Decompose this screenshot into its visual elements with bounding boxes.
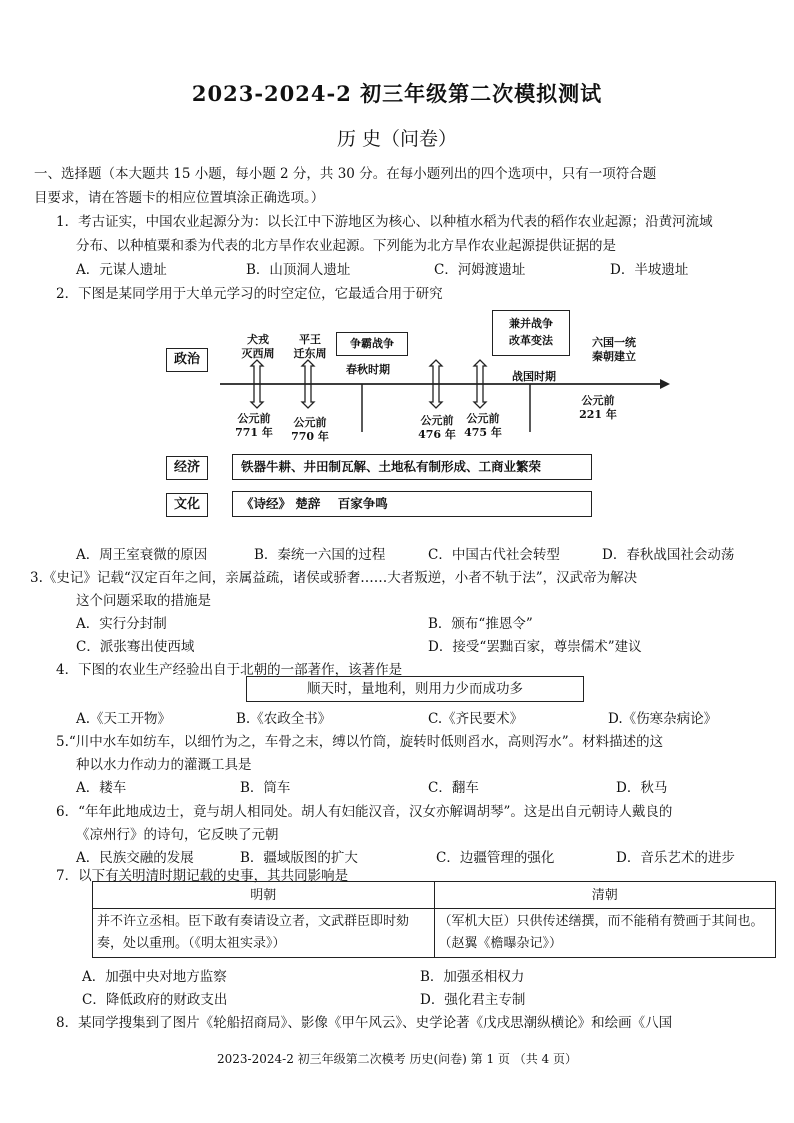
q7-option-c[interactable]: C．降低政府的财政支出 — [82, 992, 228, 1008]
date-221: 公元前 221 年 — [579, 394, 617, 421]
page-title: 2023-2024-2 初三年级第二次模拟测试 — [191, 81, 603, 106]
q2-stem: 2．下图是某同学用于大单元学习的时空定位，它最适合用于研究 — [56, 286, 443, 302]
q7-cell-ming: 并不许立丞相。臣下敢有奏请设立者，文武群臣即时劾奏，处以重刑。（《明太祖实录》） — [93, 909, 435, 958]
q4-stem: 4．下图的农业生产经验出自于北朝的一部著作，该著作是 — [56, 662, 403, 678]
politics-label: 政治 — [166, 348, 208, 372]
q3-stem-line2: 这个问题采取的措施是 — [76, 593, 211, 609]
q7-header-qing: 清朝 — [434, 882, 776, 909]
q4-option-a[interactable]: A.《天工开物》 — [76, 711, 172, 727]
q5-stem-line2: 种以水力作动力的灌溉工具是 — [76, 757, 252, 773]
q2-option-a[interactable]: A．周王室衰微的原因 — [76, 547, 208, 563]
q7-stem: 7．以下有关明清时期记载的史事，其共同影响是 — [56, 868, 349, 884]
q5-option-b[interactable]: B．筒车 — [240, 780, 291, 796]
page-subtitle: 历 史（问卷） — [336, 128, 458, 150]
q5-option-d[interactable]: D．秋马 — [616, 780, 668, 796]
q7-header-ming: 明朝 — [93, 882, 435, 909]
timeline-diagram — [150, 300, 690, 535]
q6-option-b[interactable]: B．疆域版图的扩大 — [240, 850, 358, 866]
q4-option-c[interactable]: C.《齐民要术》 — [428, 711, 524, 727]
section-instructions-line2: 目要求，请在答题卡的相应位置填涂正确选项。） — [34, 190, 325, 206]
q6-option-a[interactable]: A．民族交融的发展 — [76, 850, 194, 866]
period-chunqiu: 春秋时期 — [346, 363, 390, 376]
date-475: 公元前 475 年 — [464, 412, 502, 439]
q5-stem-line1: 5.“川中水车如纺车，以细竹为之，车骨之末，缚以竹筒，旋转时低则舀水，高则泻水”。材料描述的这 — [56, 734, 664, 750]
q3-option-a[interactable]: A．实行分封制 — [76, 616, 167, 632]
q1-option-a[interactable]: A．元谋人遗址 — [76, 262, 167, 278]
q7-option-b[interactable]: B．加强丞相权力 — [420, 969, 525, 985]
event-pingwang: 平王 迁东周 — [293, 333, 327, 360]
q6-option-d[interactable]: D．音乐艺术的进步 — [616, 850, 735, 866]
q1-option-b[interactable]: B．山顶洞人遗址 — [246, 262, 351, 278]
q8-stem-line1: 8．某同学搜集到了图片《轮船招商局》、影像《甲午风云》、史学论著《戊戌思潮纵横论》和绘画《八国 — [56, 1015, 673, 1031]
q4-option-b[interactable]: B.《农政全书》 — [236, 711, 332, 727]
q7-option-d[interactable]: D．强化君主专制 — [420, 992, 526, 1008]
q1-stem-line1: 1．考古证实，中国农业起源分为：以长江中下游地区为核心、以种植水稻为代表的稻作农业起源；沿黄河流域 — [56, 214, 713, 230]
q3-option-d[interactable]: D．接受“罢黜百家，尊崇儒术”建议 — [428, 639, 642, 655]
q6-option-c[interactable]: C．边疆管理的强化 — [436, 850, 555, 866]
q6-stem-line1: 6．“年年此地成边士，竟与胡人相同处。胡人有妇能汉音，汉女亦解调胡琴”。这是出自元朝诗人戴良的 — [56, 804, 673, 820]
q1-option-d[interactable]: D．半坡遗址 — [610, 262, 689, 278]
q1-option-c[interactable]: C．河姆渡遗址 — [434, 262, 526, 278]
q3-stem-line1: 3.《史记》记载“汉定百年之间，亲属益疏，诸侯或骄奢……大者叛逆，小者不轨于法”，汉武帝为解决 — [30, 570, 638, 586]
event-qin-unification: 六国一统 秦朝建立 — [592, 336, 636, 363]
q5-option-c[interactable]: C．翻车 — [428, 780, 479, 796]
culture-label: 文化 — [166, 493, 208, 517]
page-footer: 2023-2024-2 初三年级第二次模考 历史(问卷) 第 1 页 （共 4 页） — [217, 1052, 577, 1066]
q3-option-c[interactable]: C．派张骞出使西域 — [76, 639, 195, 655]
q3-option-b[interactable]: B．颁布“推恩令” — [428, 616, 533, 632]
q7-option-a[interactable]: A．加强中央对地方监察 — [82, 969, 227, 985]
date-476: 公元前 476 年 — [418, 414, 456, 441]
culture-text: 《诗经》 楚辞 百家争鸣 — [232, 491, 592, 517]
q4-quote-box: 顺天时，量地利，则用力少而成功多 — [246, 676, 584, 702]
event-annexation-reform: 兼并战争 改革变法 — [492, 310, 570, 356]
q7-table — [92, 881, 776, 958]
q6-stem-line2: 《凉州行》的诗句，它反映了元朝 — [76, 827, 279, 843]
economy-text: 铁器牛耕、井田制瓦解、土地私有制形成、工商业繁荣 — [232, 454, 592, 480]
date-771: 公元前 771 年 — [235, 412, 273, 439]
economy-label: 经济 — [166, 456, 208, 480]
date-770: 公元前 770 年 — [291, 416, 329, 443]
q4-option-d[interactable]: D.《伤寒杂病论》 — [608, 711, 718, 727]
q5-option-a[interactable]: A．耧车 — [76, 780, 127, 796]
q2-option-d[interactable]: D．春秋战国社会动荡 — [602, 547, 735, 563]
event-hegemony-war: 争霸战争 — [336, 332, 408, 356]
period-zhanguo: 战国时期 — [512, 370, 556, 383]
q2-option-c[interactable]: C．中国古代社会转型 — [428, 547, 560, 563]
q2-option-b[interactable]: B．秦统一六国的过程 — [254, 547, 386, 563]
q7-cell-qing: （军机大臣）只供传述缮撰，而不能稍有赞画于其间也。（赵翼《檐曝杂记》） — [434, 909, 776, 958]
event-quanrong: 犬戎 灭西周 — [241, 333, 275, 360]
section-instructions-line1: 一、选择题（本大题共 15 小题，每小题 2 分，共 30 分。在每小题列出的四个选项中，只有一项符合题 — [34, 166, 657, 182]
q1-stem-line2: 分布、以种植粟和黍为代表的北方旱作农业起源。下列能为北方旱作农业起源提供证据的是 — [76, 238, 616, 254]
